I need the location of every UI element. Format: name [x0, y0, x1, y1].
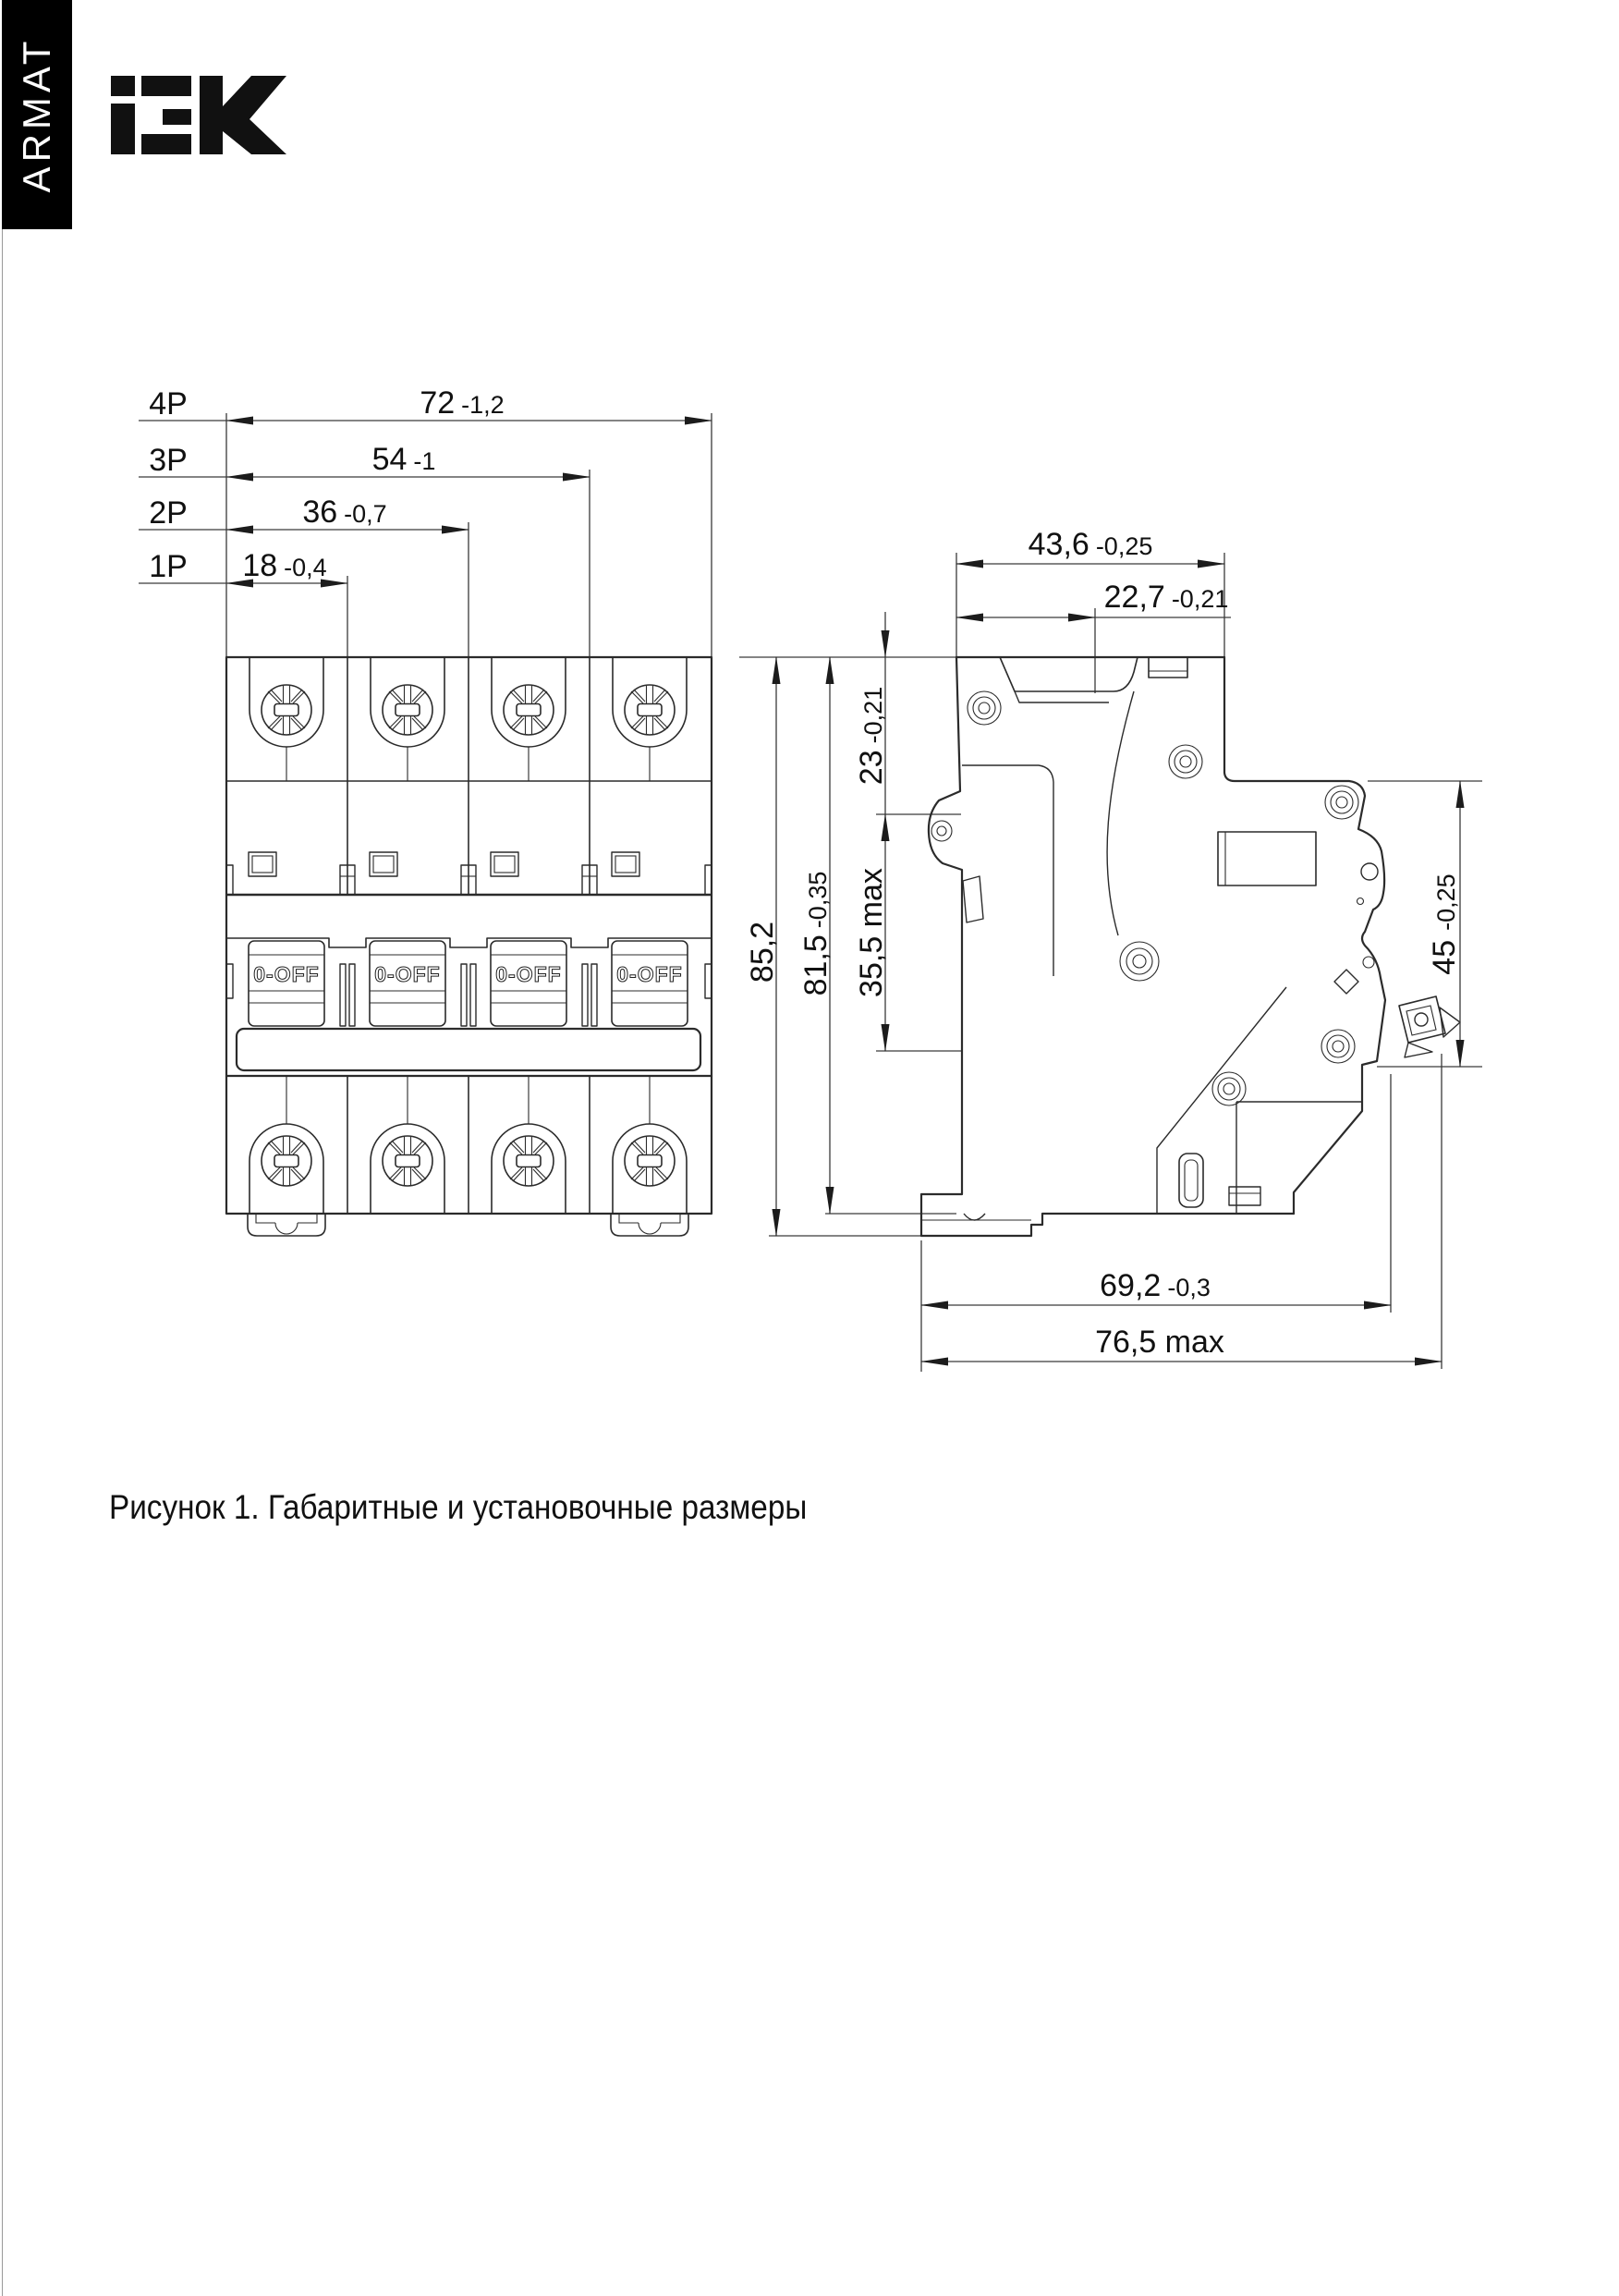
- dimension-recess-depth: 23-0,21: [854, 686, 889, 786]
- logo-k-arms: [223, 76, 286, 154]
- terminal-lug: [249, 852, 276, 876]
- iek-logo: [111, 76, 286, 154]
- phillips-screw-icon: [625, 1136, 675, 1186]
- dimension-depth-max: 76,5 max: [1095, 1325, 1224, 1360]
- dimension-width-4p: 72 -1,2: [420, 385, 505, 421]
- trip-bar: [237, 1029, 700, 1070]
- dimension-depth-top: 43,6 -0,25: [1028, 527, 1153, 562]
- din-clip: [611, 1214, 688, 1236]
- rivet-icon: [1325, 786, 1358, 819]
- front-view-drawing: [139, 385, 712, 1236]
- rivet-icon: [1212, 1072, 1246, 1105]
- phillips-screw-icon: [504, 685, 554, 735]
- breaker-side-body: [921, 657, 1460, 1236]
- phillips-screw-icon: [262, 685, 311, 735]
- dimension-toggle-zone: 35,5 max: [854, 868, 889, 997]
- logo-i-body: [111, 104, 135, 154]
- terminal-lug: [370, 852, 397, 876]
- rivet-icon: [1169, 745, 1202, 778]
- logo-i-dot: [111, 76, 135, 96]
- sidebar-series-label: ARMAT: [15, 36, 58, 193]
- dimension-body-height: 81,5-0,35: [798, 871, 834, 996]
- logo-e-mid: [163, 109, 191, 125]
- dimension-width-3p: 54 -1: [371, 442, 436, 477]
- phillips-screw-icon: [504, 1136, 554, 1186]
- logo-e-bottom: [141, 134, 191, 154]
- panel-latch: [1399, 996, 1460, 1057]
- side-view-drawing: [921, 527, 1482, 1372]
- breaker-front-body: [226, 657, 712, 1236]
- phillips-screw-icon: [262, 1136, 311, 1186]
- logo-k-stem: [200, 76, 223, 154]
- toggle-label-4: 0-OFF: [616, 962, 683, 986]
- phillips-screw-icon: [625, 685, 675, 735]
- lockout-hole: [1361, 863, 1378, 880]
- toggle-divider: [461, 964, 476, 1026]
- dimension-depth: 69,2 -0,3: [1100, 1268, 1211, 1303]
- logo-e-top: [141, 76, 191, 96]
- pole-label-1p: 1P: [149, 549, 188, 584]
- toggle-label-3: 0-OFF: [495, 962, 562, 986]
- toggle-label-1: 0-OFF: [253, 962, 320, 986]
- rivet-icon: [968, 691, 1001, 725]
- rivet-icon: [1321, 1030, 1355, 1063]
- dimension-front-height: 45-0,25: [1427, 873, 1462, 975]
- toggle-divider: [340, 964, 355, 1026]
- toggle-label-2: 0-OFF: [374, 962, 441, 986]
- pole-label-2p: 2P: [149, 495, 188, 531]
- pole-label-4p: 4P: [149, 386, 188, 421]
- din-clip: [248, 1214, 325, 1236]
- terminal-lug: [612, 852, 639, 876]
- terminal-lug: [491, 852, 518, 876]
- figure-caption: Рисунок 1. Габаритные и установочные размеры: [109, 1488, 808, 1526]
- dimension-offset-top: 22,7 -0,21: [1103, 580, 1229, 615]
- dimension-total-height: 85,2: [745, 921, 780, 983]
- toggle-divider: [582, 964, 597, 1026]
- phillips-screw-icon: [383, 1136, 432, 1186]
- dimension-width-2p: 36 -0,7: [302, 495, 387, 530]
- pole-label-3p: 3P: [149, 443, 188, 478]
- height-dimensions: [739, 612, 966, 1236]
- phillips-screw-icon: [383, 685, 432, 735]
- dimension-width-1p: 18 -0,4: [242, 548, 327, 583]
